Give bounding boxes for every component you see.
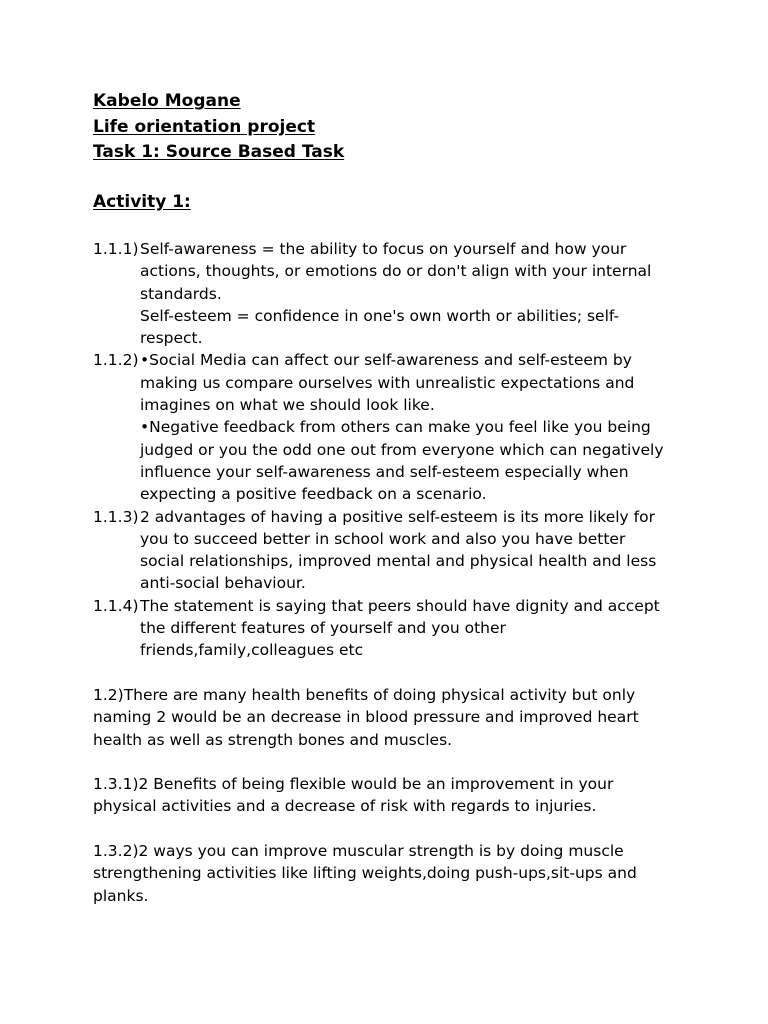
paragraph-1-2 (93, 684, 693, 751)
item-number: 1.1.1) (93, 240, 139, 258)
text-line: •Social Media can affect our self-awareness and self-esteem by (140, 351, 632, 370)
author-name: Kabelo Mogane (93, 91, 241, 111)
text-line: health as well as strength bones and muscles. (93, 730, 453, 749)
text-line: physical activities and a decrease of risk with regards to injuries. (93, 797, 597, 816)
list-item-1-1-2 (93, 349, 683, 505)
text-line: imagines on what we should look like. (140, 396, 435, 415)
text-line: strengthening activities like lifting weights,doing push-ups,sit-ups and (93, 864, 637, 883)
paragraph-1-3-2 (93, 840, 693, 907)
text-line: Self-awareness = the ability to focus on yourself and how your (140, 240, 627, 258)
document-header (93, 89, 344, 166)
text-line: social relationships, improved mental and physical health and less (140, 552, 657, 571)
text-line: anti-social behaviour. (140, 574, 306, 593)
text-line: 2 advantages of having a positive self-esteem is its more likely for (140, 507, 655, 526)
text-line: influence your self-awareness and self-esteem especially when (140, 462, 629, 481)
text-line: the different features of yourself and you other (140, 619, 506, 638)
text-line: The statement is saying that peers should have dignity and accept (140, 596, 660, 615)
text-line: •Negative feedback from others can make you feel like you being (140, 418, 651, 437)
text-line: expecting a positive feedback on a scenario. (140, 485, 487, 504)
activity-heading: Activity 1: (93, 192, 191, 212)
item-number: 1.1.2) (93, 351, 139, 370)
text-line: 1.3.1)2 Benefits of being flexible would be an improvement in your (93, 775, 614, 793)
text-line: judged or you the odd one out from everyone which can negatively (140, 440, 664, 459)
text-line: making us compare ourselves with unrealistic expectations and (140, 373, 635, 392)
text-line: Self-esteem = confidence in one's own worth or abilities; self- (140, 306, 620, 325)
item-text (140, 238, 683, 349)
list-item-1-1-1 (93, 238, 683, 349)
text-line: 1.2)There are many health benefits of doing physical activity but only (93, 686, 636, 704)
item-text (140, 349, 683, 505)
project-title: Life orientation project (93, 116, 316, 137)
text-line: actions, thoughts, or emotions do or don't align with your internal (140, 262, 652, 281)
text-line: naming 2 would be an decrease in blood pressure and improved heart (93, 708, 639, 727)
item-text (140, 506, 683, 595)
text-line: you to succeed better in school work and also you have better (140, 529, 626, 548)
paragraph-1-3-1 (93, 773, 693, 818)
item-number: 1.1.4) (93, 596, 139, 615)
text-line: planks. (93, 886, 149, 905)
task-title: Task 1: Source Based Task (93, 142, 345, 162)
text-line: respect. (140, 329, 203, 348)
list-item-1-1-4 (93, 595, 683, 662)
list-item-1-1-3 (93, 506, 683, 595)
text-line: friends,family,colleagues etc (140, 641, 364, 660)
text-line: standards. (140, 284, 222, 303)
item-text (140, 595, 683, 662)
text-line: 1.3.2)2 ways you can improve muscular strength is by doing muscle (93, 842, 624, 860)
answer-list (93, 238, 683, 662)
item-number: 1.1.3) (93, 507, 139, 526)
